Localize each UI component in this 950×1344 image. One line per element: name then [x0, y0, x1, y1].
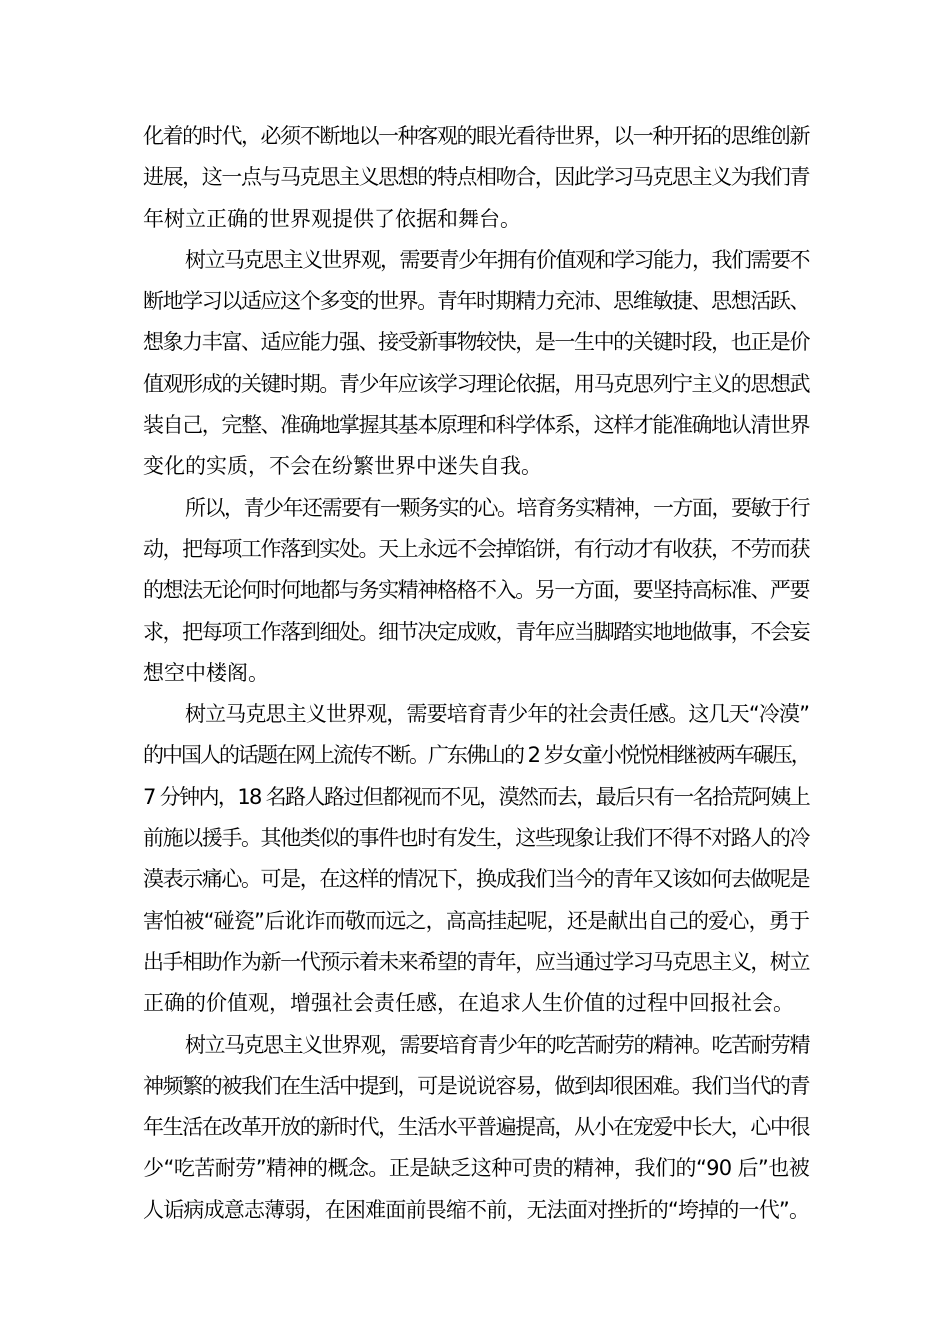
- text-line: 年树立正确的世界观提供了依据和舞台。: [143, 206, 521, 231]
- text-line: 神频繁的被我们在生活中提到，可是说说容易，做到却很困难。我们当代的青: [143, 1073, 809, 1098]
- text-line: 害怕被“碰瓷”后讹诈而敬而远之，高高挂起呢，还是献出自己的爱心，勇于: [143, 908, 809, 933]
- text-line: 树立马克思主义世界观，需要培育青少年的吃苦耐劳的精神。吃苦耐劳精: [185, 1032, 809, 1057]
- text-line: 动，把每项工作落到实处。天上永远不会掉馅饼，有行动才有收获，不劳而获: [143, 536, 809, 561]
- document-body: [143, 116, 809, 1231]
- text-line: 漠表示痛心。可是，在这样的情况下，换成我们当今的青年又该如何去做呢是: [143, 867, 809, 892]
- text-line: 人诟病成意志薄弱，在困难面前畏缩不前，无法面对挫折的“垮掉的一代”。: [143, 1197, 809, 1222]
- text-line: 进展，这一点与马克思主义思想的特点相吻合，因此学习马克思主义为我们青: [143, 165, 809, 190]
- text-line: 值观形成的关键时期。青少年应该学习理论依据，用马克思列宁主义的思想武: [143, 371, 809, 396]
- text-line: 少“吃苦耐劳”精神的概念。正是缺乏这种可贵的精神，我们的“90 后”也被: [143, 1156, 809, 1181]
- text-line: 树立马克思主义世界观，需要培育青少年的社会责任感。这几天“冷漠”: [185, 702, 809, 727]
- text-line: 7 分钟内，18 名路人路过但都视而不见，漠然而去，最后只有一名拾荒阿姨上: [143, 784, 809, 809]
- text-line: 所以，青少年还需要有一颗务实的心。培育务实精神，一方面，要敏于行: [185, 495, 809, 520]
- text-line: 求，把每项工作落到细处。细节决定成败，青年应当脚踏实地地做事，不会妄: [143, 619, 809, 644]
- text-line: 树立马克思主义世界观，需要青少年拥有价值观和学习能力，我们需要不: [185, 247, 809, 272]
- text-line: 的想法无论何时何地都与务实精神格格不入。另一方面，要坚持高标准、严要: [143, 578, 809, 603]
- text-line: 想象力丰富、适应能力强、接受新事物较快，是一生中的关键时段，也正是价: [143, 330, 809, 355]
- text-line: 年生活在改革开放的新时代，生活水平普遍提高，从小在宠爱中长大，心中很: [143, 1115, 809, 1140]
- text-line: 出手相助作为新一代预示着未来希望的青年，应当通过学习马克思主义，树立: [143, 949, 809, 974]
- text-line: 装自己，完整、准确地掌握其基本原理和科学体系，这样才能准确地认清世界: [143, 413, 809, 438]
- text-line: 变化的实质，不会在纷繁世界中迷失自我。: [143, 454, 542, 479]
- text-line: 想空中楼阁。: [143, 660, 269, 685]
- text-line: 前施以援手。其他类似的事件也时有发生，这些现象让我们不得不对路人的冷: [143, 826, 809, 851]
- text-line: 的中国人的话题在网上流传不断。广东佛山的 2 岁女童小悦悦相继被两车碾压，: [143, 743, 810, 768]
- text-line: 断地学习以适应这个多变的世界。青年时期精力充沛、思维敏捷、思想活跃、: [143, 289, 809, 314]
- text-line: 正确的价值观，增强社会责任感，在追求人生价值的过程中回报社会。: [143, 991, 794, 1016]
- text-line: 化着的时代，必须不断地以一种客观的眼光看待世界，以一种开拓的思维创新: [143, 124, 809, 148]
